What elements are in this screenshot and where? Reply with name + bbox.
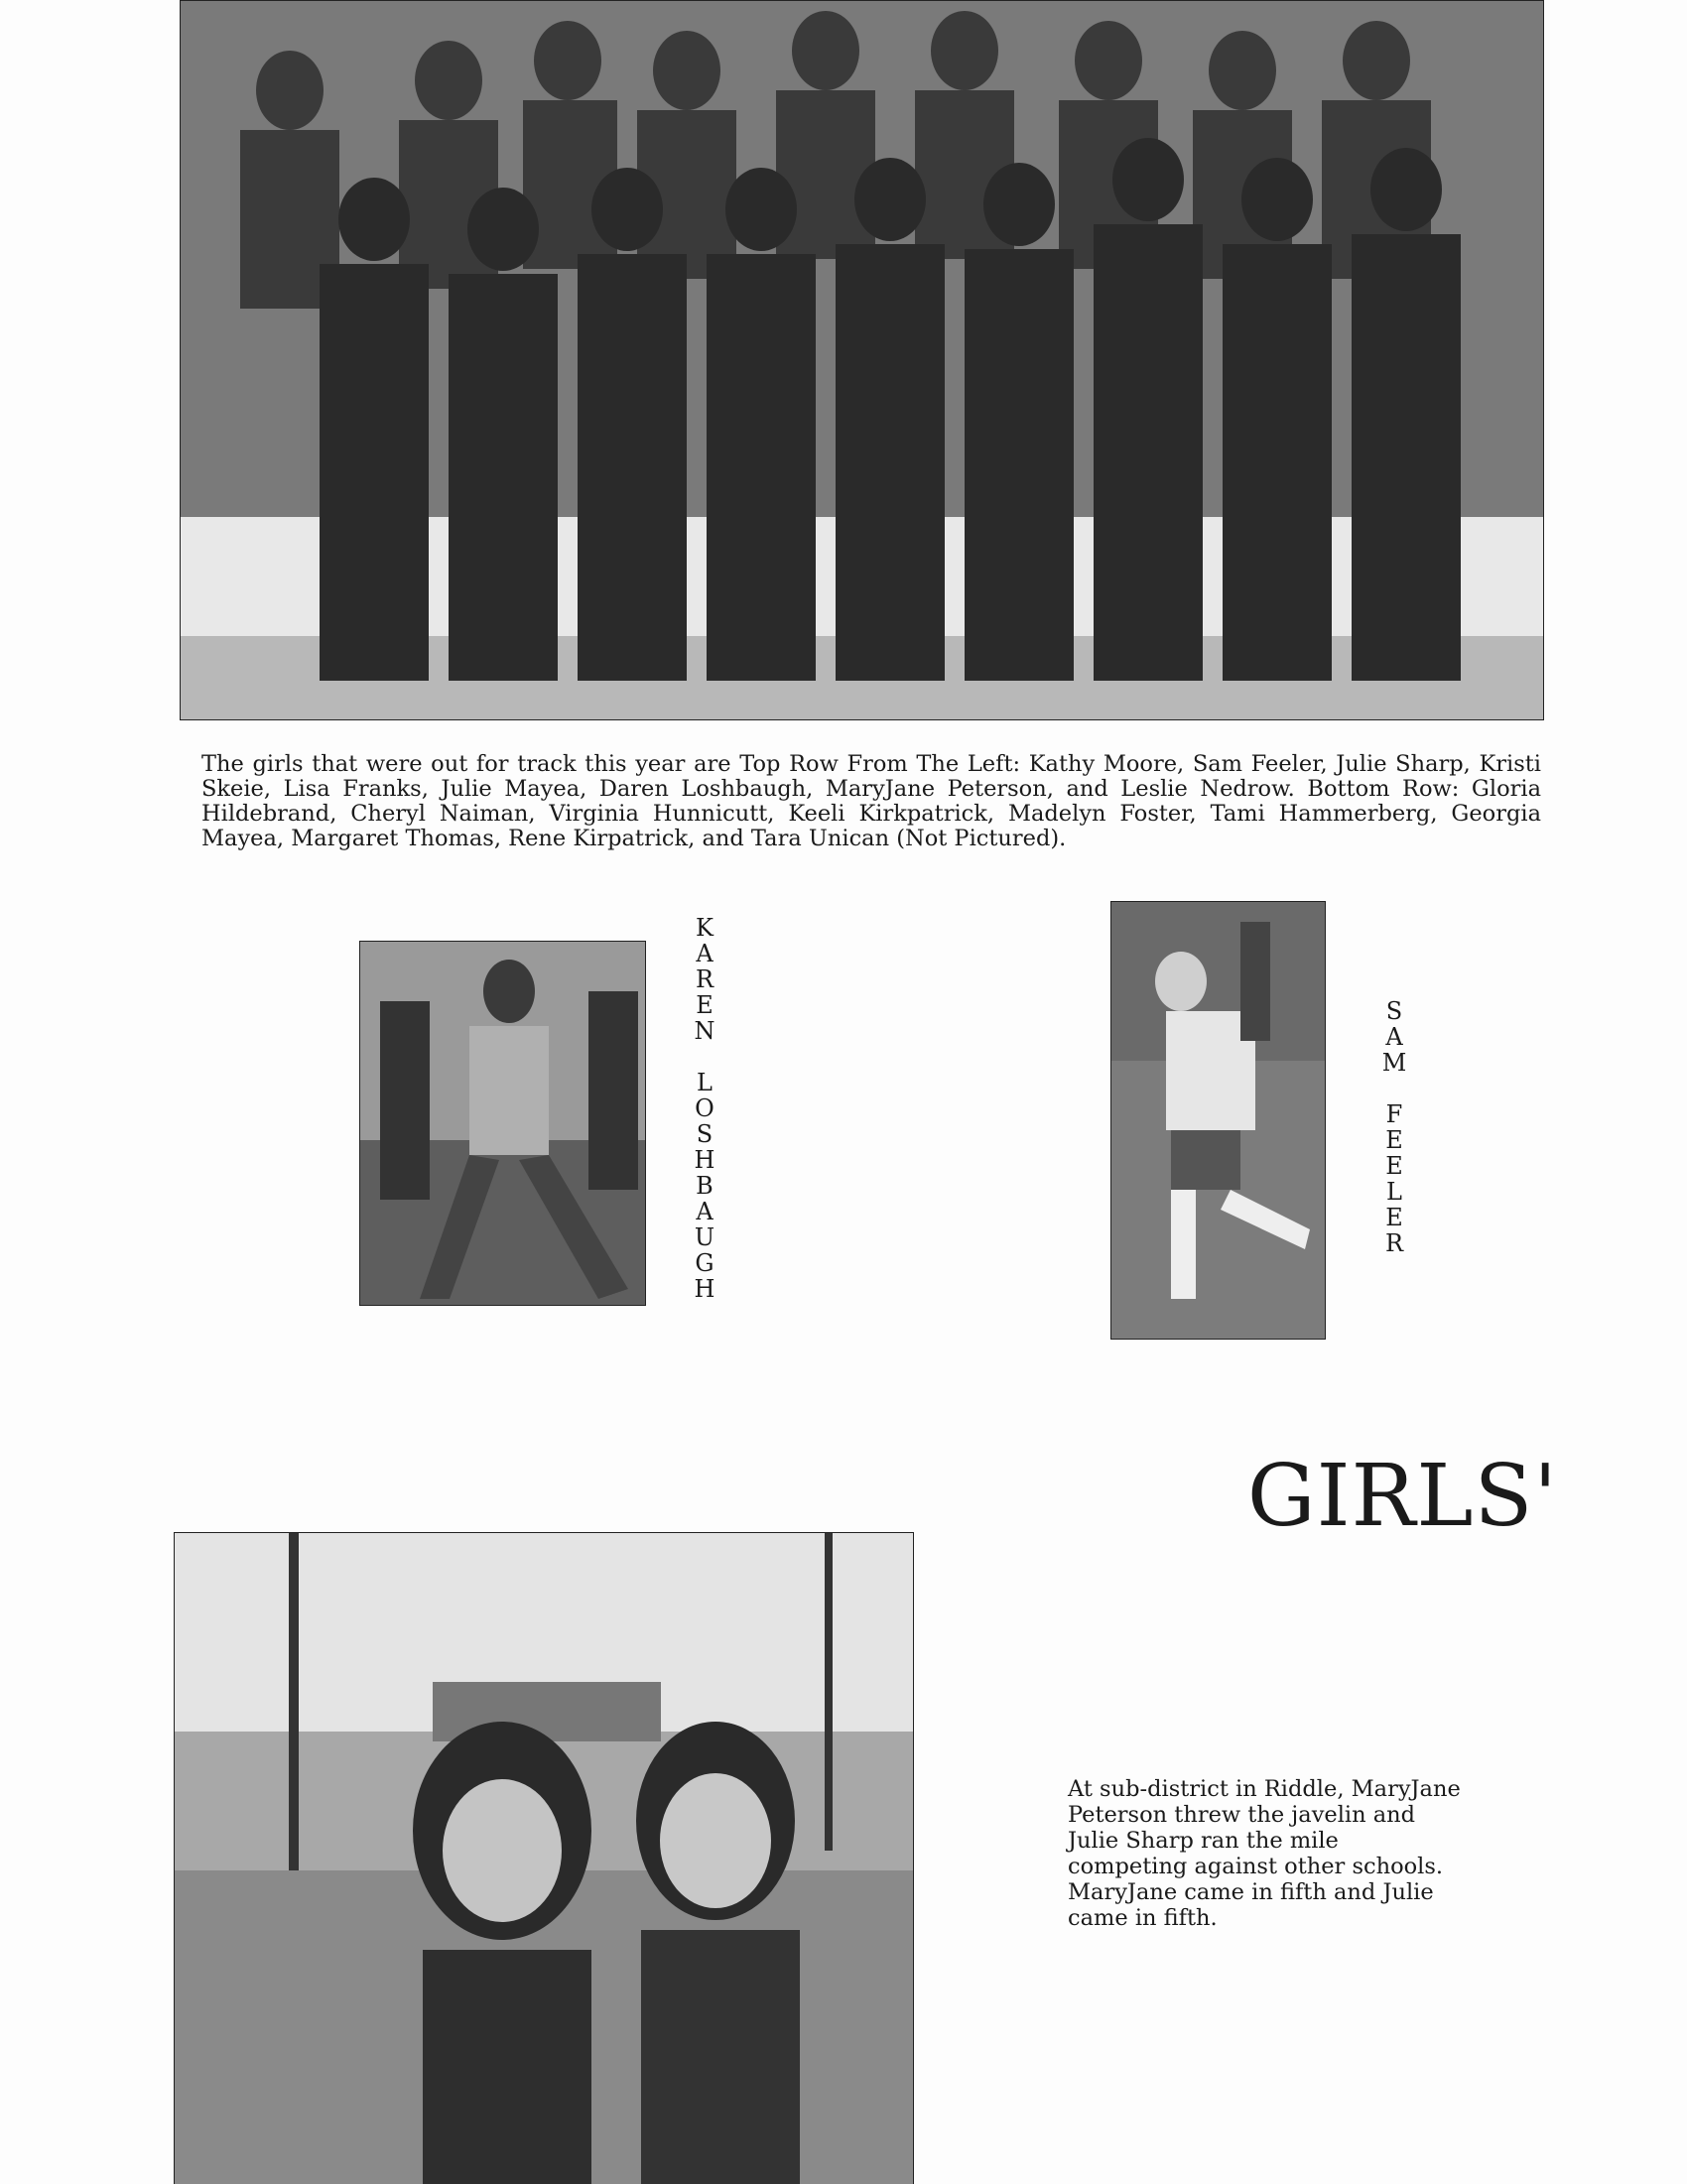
sub-district-caption: At sub-district in Riddle, MaryJane Peterson threw the javelin and Julie Sharp ran the mile competing against other schools. MaryJane came in fifth and Julie came in fifth. (1068, 1776, 1461, 1931)
letter: B (696, 1172, 714, 1200)
letter: N (694, 1017, 715, 1045)
team-photo-illustration (181, 1, 1543, 719)
letter: A (1385, 1023, 1403, 1051)
letter: G (695, 1249, 714, 1277)
sub-district-photo (174, 1532, 914, 2184)
letter: U (694, 1223, 715, 1251)
letter: L (697, 1069, 713, 1096)
letter: E (1385, 1204, 1403, 1231)
sub-district-photo-illustration (175, 1533, 913, 2184)
letter: M (1381, 1049, 1407, 1077)
letter: S (1385, 997, 1403, 1025)
sam-feeler-photo (1110, 901, 1326, 1340)
letter-gap (690, 1044, 719, 1070)
karen-loshbaugh-photo (359, 941, 646, 1306)
letter: R (695, 965, 714, 993)
letter: O (695, 1094, 714, 1122)
letter: F (1385, 1100, 1403, 1128)
letter: E (1385, 1126, 1403, 1154)
page-heading: GIRLS' (1246, 1447, 1558, 1546)
sam-photo-illustration (1111, 902, 1325, 1339)
letter: R (1384, 1229, 1404, 1257)
karen-photo-illustration (360, 942, 645, 1305)
letter: E (1385, 1152, 1403, 1180)
letter: A (696, 1198, 714, 1225)
letter: H (694, 1275, 715, 1303)
karen-loshbaugh-vertical-name (690, 915, 719, 1312)
letter: A (696, 940, 714, 967)
team-photo (180, 0, 1544, 720)
letter: L (1386, 1178, 1402, 1206)
team-caption: The girls that were out for track this year are Top Row From The Left: Kathy Moore, Sam Feeler, Julie Sharp, Kristi Skeie, Lisa Franks, Julie Mayea, Daren Loshbaugh, MaryJane Peterson, and Leslie Nedrow. Bottom Row: Gloria Hildebrand, Cheryl Naiman, Virginia Hunnicutt, Keeli Kirkpatrick, Madelyn Foster, Tami Hammerberg, Georgia Mayea, Margaret Thomas, Rene Kirpatrick, and Tara Unican (Not Pictured). (201, 751, 1541, 851)
letter: E (696, 991, 714, 1019)
letter: H (694, 1146, 715, 1174)
letter: K (696, 914, 714, 942)
letter: S (696, 1120, 714, 1148)
letter-gap (1379, 1076, 1409, 1101)
sam-feeler-vertical-name (1379, 998, 1409, 1266)
